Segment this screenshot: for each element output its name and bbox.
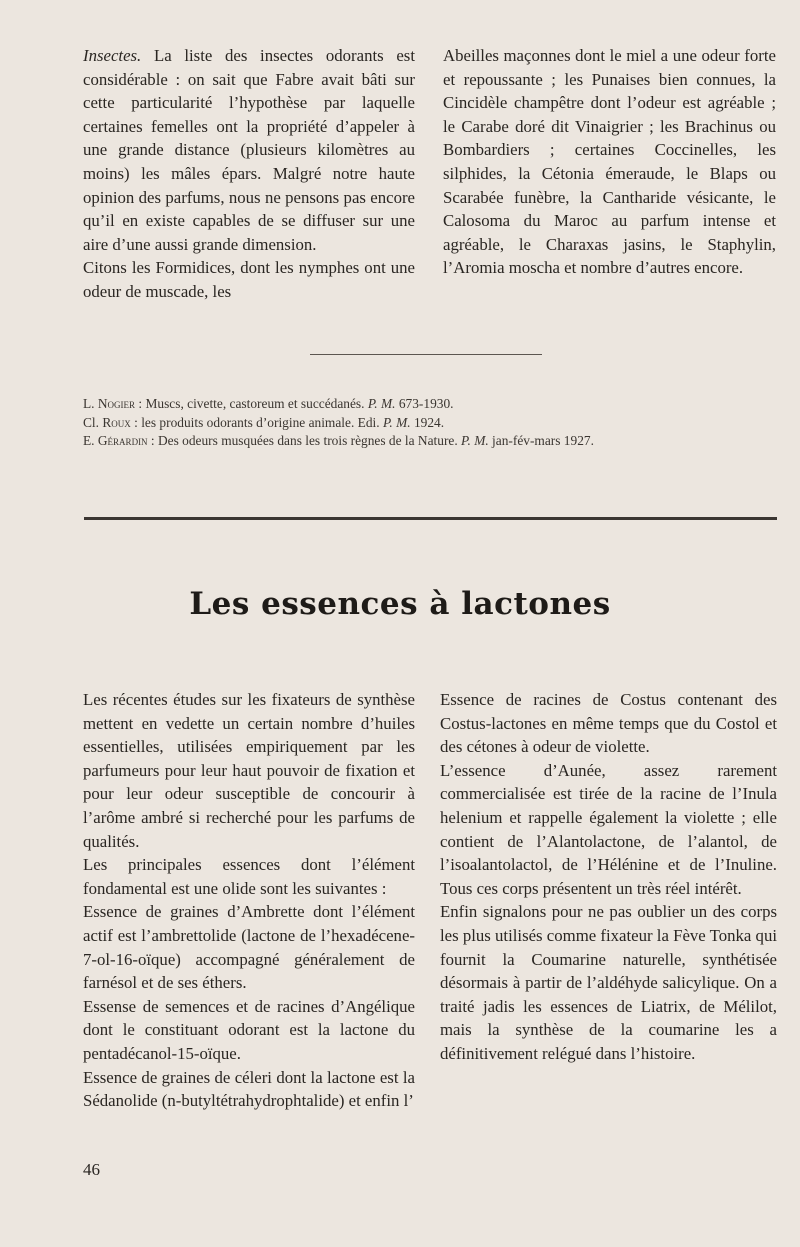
top-right-column bbox=[443, 44, 776, 280]
paragraph: Essence de graines d’Ambrette dont l’élément actif est l’ambrettolide (lactone de l’hexadécene-7-ol-16-oïque) accompagné généralement de farnésol et de ses éthers. bbox=[83, 902, 415, 993]
paragraph: Essense de semences et de racines d’Angélique dont le constituant odorant est la lactone du pentadécanol-15-oïque. bbox=[83, 996, 415, 1063]
section-heading: Les essences à lactones bbox=[189, 586, 611, 622]
reference-author: Roux bbox=[102, 414, 131, 430]
reference-item: L. Nogier : Muscs, civette, castoreum et succédanés. P. M. 673-1930. bbox=[83, 396, 454, 411]
paragraph: Enfin signalons pour ne pas oublier un des corps les plus utilisés comme fixateur la Fève Tonka qui fournit la Coumarine naturelle, synthétisée désormais à partir de l’aldéhyde salicylique. On a traité jadis les essences de Liatrix, de Mélilot, mais la synthèse de la coumarine les a définitivement relégué dans l’histoire. bbox=[440, 902, 777, 1063]
bottom-right-column bbox=[440, 688, 777, 1066]
formidices-paragraph: Citons les Formidices, dont les nymphes ont une odeur de muscade, les bbox=[83, 258, 415, 301]
page-number: 46 bbox=[83, 1160, 100, 1179]
reference-journal: P. M. bbox=[461, 433, 489, 448]
reference-journal: P. M. bbox=[367, 396, 396, 411]
section-lead: Insectes. bbox=[83, 46, 142, 65]
paragraph: L’essence d’Aunée, assez rarement commercialisée est tirée de la racine de l’Inula helenium et rappelle également la violette ; elle contient de l’Alantolactone, de l’alantol, de l’isoalantolactol, de l’Hélénine et de l’Inuline. Tous ces corps présentent un très réel intérêt. bbox=[440, 760, 777, 898]
top-left-column bbox=[83, 44, 415, 304]
reference-journal: P. M. bbox=[382, 414, 411, 430]
references-separator bbox=[310, 354, 542, 355]
bottom-left-column bbox=[83, 688, 415, 1113]
paragraph: Essence de racines de Costus contenant des Costus-lactones en même temps que du Costol et des cétones à odeur de violette. bbox=[440, 690, 777, 757]
reference-item: E. Gérardin : Des odeurs musquées dans les trois règnes de la Nature. P. M. jan-fév-mars 1927. bbox=[83, 433, 594, 448]
paragraph: Essence de graines de céleri dont la lactone est la Sédanolide (n-butyltétrahydrophtalide) et enfin l’ bbox=[83, 1067, 415, 1111]
insectes-text: La liste des insectes odorants est considérable : on sait que Fabre avait bâti sur cette particularité l’hypothèse par laquelle certaines femelles ont la propriété d’appeler à une grande distance (plusieurs kilomètres au moins) les mâles épars. Malgré notre haute opinion des parfums, nous ne pensons pas encore qu’il en existe capables de se diffuser sur une aire d’une aussi grande dimension. bbox=[83, 46, 415, 254]
abeilles-paragraph: Abeilles maçonnes dont le miel a une odeur forte et repoussante ; les Punaises bien connues, la Cincidèle champêtre dont l’odeur est agréable ; le Carabe doré dit Vinaigrier ; les Brachinus ou Bombardiers ; certaines Coccinelles, les silphides, la Cétonia émeraude, le Blaps ou Scarabée funèbre, la Cantharide vésicante, le Calosoma du Maroc au parfum intense et agréable, le Charaxas jasins, le Staphylin, l’Aromia moscha et nombre d’autres encore. bbox=[443, 46, 776, 278]
reference-author: Gérardin bbox=[97, 433, 148, 448]
insectes-paragraph bbox=[83, 44, 415, 256]
section-divider bbox=[84, 517, 777, 520]
paragraph: Les récentes études sur les fixateurs de synthèse mettent en vedette un certain nombre d’huiles essentielles, utilisées empiriquement par les parfumeurs pour leur haut pouvoir de fixation et pour leur odeur susceptible de concourir à l’arôme ambré si recherché pour les parfums de qualités. bbox=[83, 690, 415, 851]
reference-author: Nogier bbox=[97, 396, 136, 411]
reference-item: Cl. Roux : les produits odorants d’origine animale. Edi. P. M. 1924. bbox=[83, 414, 445, 430]
paragraph: Les principales essences dont l’élément fondamental est une olide sont les suivantes : bbox=[83, 855, 415, 898]
references bbox=[83, 395, 777, 451]
